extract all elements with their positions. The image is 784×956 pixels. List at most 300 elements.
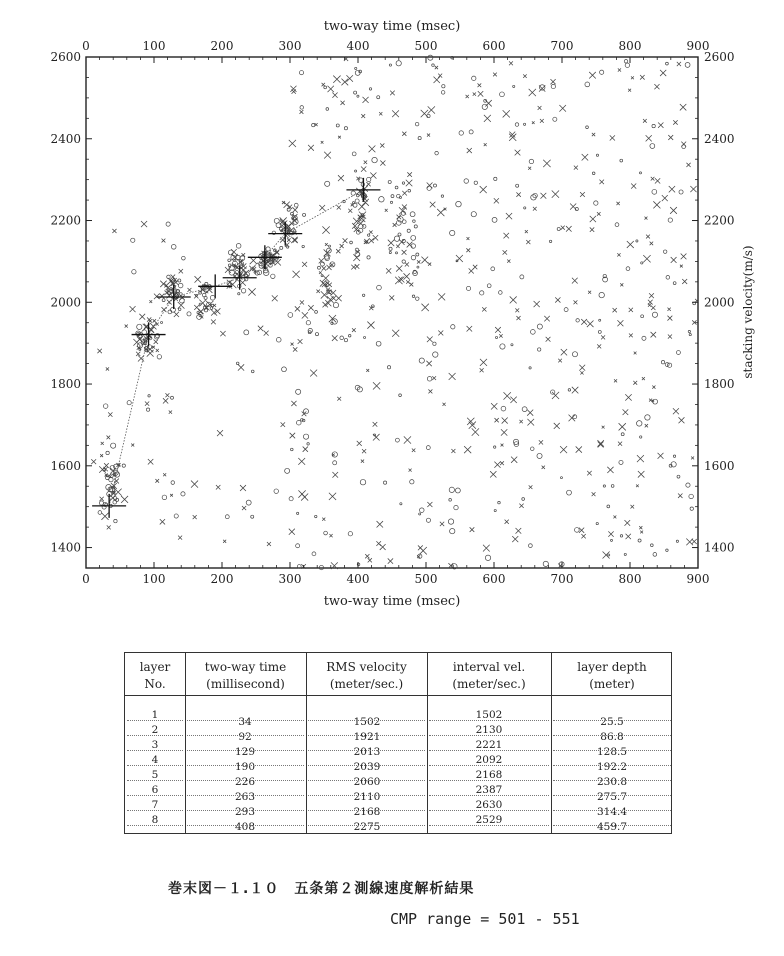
semblance-mark-o xyxy=(294,203,298,207)
interval-value: 2168 xyxy=(475,769,503,781)
semblance-mark-o xyxy=(324,531,328,535)
semblance-mark-o xyxy=(575,528,580,533)
y-tick-label-right: 2200 xyxy=(704,213,735,228)
semblance-mark-x xyxy=(434,77,440,83)
depth-value: 128.5 xyxy=(596,746,628,758)
semblance-mark-x xyxy=(654,84,659,89)
semblance-mark-x xyxy=(366,369,369,372)
semblance-mark-x xyxy=(292,207,297,212)
row-leader xyxy=(429,720,549,721)
semblance-mark-x xyxy=(361,166,366,171)
semblance-mark-x xyxy=(438,330,443,335)
row-leader xyxy=(187,825,304,826)
semblance-mark-x xyxy=(369,230,372,233)
semblance-mark-o xyxy=(498,501,501,504)
semblance-mark-o xyxy=(271,274,275,278)
semblance-mark-o xyxy=(455,488,460,493)
row-leader xyxy=(187,750,304,751)
semblance-mark-x xyxy=(480,186,487,193)
semblance-mark-o xyxy=(464,179,469,184)
row-leader xyxy=(308,765,425,766)
semblance-mark-x xyxy=(348,209,352,213)
semblance-mark-o xyxy=(607,505,610,508)
semblance-mark-x xyxy=(437,209,444,216)
semblance-mark-x xyxy=(160,281,166,287)
semblance-mark-x xyxy=(343,238,348,243)
semblance-mark-x xyxy=(554,423,560,429)
semblance-mark-o xyxy=(673,455,675,457)
semblance-mark-o xyxy=(500,92,505,97)
semblance-mark-x xyxy=(101,442,104,445)
semblance-mark-x xyxy=(386,268,391,273)
semblance-mark-o xyxy=(297,512,299,514)
header-depth: layer depth (meter) xyxy=(577,660,647,691)
semblance-mark-o xyxy=(202,293,206,297)
semblance-mark-x xyxy=(472,428,479,435)
semblance-mark-o xyxy=(586,126,589,129)
semblance-mark-o xyxy=(530,447,534,451)
semblance-mark-x xyxy=(552,190,559,197)
semblance-mark-x xyxy=(340,101,344,105)
semblance-mark-o xyxy=(596,522,598,524)
rms-value: 2039 xyxy=(353,761,381,773)
semblance-mark-x xyxy=(145,402,149,406)
semblance-mark-o xyxy=(303,213,306,216)
semblance-mark-x xyxy=(178,536,182,540)
semblance-mark-x xyxy=(308,145,314,151)
semblance-mark-x xyxy=(648,303,651,306)
semblance-mark-x xyxy=(467,148,472,153)
semblance-mark-x xyxy=(619,423,626,430)
semblance-mark-x xyxy=(642,377,645,380)
semblance-mark-x xyxy=(388,240,394,246)
semblance-mark-o xyxy=(289,497,293,501)
semblance-mark-o xyxy=(178,283,183,288)
y-tick-label-left: 1600 xyxy=(50,458,81,473)
semblance-mark-o xyxy=(274,218,279,223)
semblance-mark-o xyxy=(600,70,604,74)
semblance-mark-o xyxy=(296,389,301,394)
semblance-mark-x xyxy=(426,361,431,366)
semblance-mark-x xyxy=(162,307,167,312)
semblance-mark-x xyxy=(211,320,216,325)
semblance-mark-x xyxy=(272,295,278,301)
semblance-mark-o xyxy=(328,245,330,247)
semblance-mark-o xyxy=(414,225,417,228)
semblance-mark-x xyxy=(467,237,470,240)
semblance-mark-o xyxy=(492,217,497,222)
semblance-mark-x xyxy=(506,213,512,219)
y-tick-label-left: 2400 xyxy=(50,131,81,146)
semblance-mark-o xyxy=(332,319,337,324)
semblance-mark-x xyxy=(587,320,594,327)
rms-value: 2275 xyxy=(353,821,381,833)
semblance-mark-o xyxy=(395,252,397,254)
semblance-mark-o xyxy=(686,483,690,487)
semblance-mark-x xyxy=(491,403,497,409)
time-value: 190 xyxy=(234,761,256,773)
semblance-mark-x xyxy=(495,327,501,333)
semblance-mark-o xyxy=(666,549,668,551)
semblance-mark-x xyxy=(602,426,605,429)
semblance-mark-o xyxy=(537,453,542,458)
semblance-mark-o xyxy=(416,297,420,301)
semblance-mark-o xyxy=(645,415,650,420)
semblance-mark-o xyxy=(456,201,462,207)
semblance-mark-x xyxy=(516,192,520,196)
x-tick-label-bottom: 300 xyxy=(278,572,302,586)
layer-no: 6 xyxy=(151,784,159,796)
semblance-mark-x xyxy=(341,79,348,86)
interval-value: 2221 xyxy=(475,739,503,751)
semblance-mark-x xyxy=(546,337,551,342)
row-leader xyxy=(308,720,425,721)
semblance-mark-x xyxy=(470,527,475,532)
semblance-mark-x xyxy=(393,223,397,227)
semblance-mark-x xyxy=(630,505,634,509)
semblance-mark-x xyxy=(227,280,232,285)
semblance-mark-x xyxy=(511,457,517,463)
semblance-mark-o xyxy=(312,552,316,556)
semblance-mark-x xyxy=(640,531,643,534)
semblance-mark-o xyxy=(132,270,136,274)
semblance-mark-x xyxy=(216,485,220,489)
rms-value: 2110 xyxy=(353,791,381,803)
semblance-mark-o xyxy=(498,291,502,295)
semblance-mark-o xyxy=(357,194,360,197)
semblance-mark-x xyxy=(464,446,471,453)
semblance-mark-o xyxy=(377,285,382,290)
semblance-mark-x xyxy=(662,195,668,201)
x-tick-label-bottom: 900 xyxy=(686,572,710,586)
semblance-mark-o xyxy=(399,394,402,397)
semblance-mark-x xyxy=(108,412,112,416)
semblance-mark-x xyxy=(552,392,559,399)
semblance-mark-x xyxy=(380,160,385,165)
semblance-mark-x xyxy=(599,180,604,185)
semblance-mark-x xyxy=(637,455,644,462)
row-leader xyxy=(429,795,549,796)
row-leader xyxy=(553,750,671,751)
semblance-mark-x xyxy=(649,293,654,298)
semblance-mark-x xyxy=(690,186,696,192)
semblance-mark-x xyxy=(322,226,329,233)
semblance-mark-x xyxy=(355,264,360,269)
semblance-mark-x xyxy=(527,419,534,426)
semblance-mark-o xyxy=(336,124,339,127)
semblance-mark-x xyxy=(373,235,378,240)
semblance-mark-x xyxy=(188,288,192,292)
y-tick-label-right: 1600 xyxy=(704,458,735,473)
semblance-mark-x xyxy=(390,91,395,96)
time-value: 129 xyxy=(234,746,256,758)
semblance-mark-x xyxy=(156,349,159,352)
semblance-mark-x xyxy=(572,387,579,394)
semblance-mark-o xyxy=(320,262,324,266)
semblance-mark-o xyxy=(417,266,419,268)
semblance-mark-x xyxy=(528,167,531,170)
semblance-mark-x xyxy=(581,534,585,538)
semblance-mark-x xyxy=(480,368,484,372)
semblance-mark-x xyxy=(291,237,297,243)
interval-value: 1502 xyxy=(475,709,503,721)
semblance-mark-x xyxy=(267,542,271,546)
semblance-mark-x xyxy=(590,227,594,231)
semblance-mark-x xyxy=(149,300,152,303)
semblance-mark-x xyxy=(634,352,637,355)
semblance-mark-x xyxy=(482,307,486,311)
semblance-mark-o xyxy=(668,218,672,222)
semblance-mark-x xyxy=(121,496,128,503)
semblance-mark-o xyxy=(663,250,666,253)
semblance-mark-x xyxy=(396,245,399,248)
semblance-mark-x xyxy=(519,504,523,508)
semblance-mark-x xyxy=(440,522,444,526)
semblance-mark-x xyxy=(370,172,376,178)
semblance-mark-o xyxy=(419,358,424,363)
semblance-mark-x xyxy=(194,305,199,310)
depth-value: 230.8 xyxy=(596,776,628,788)
rms-value: 2168 xyxy=(353,806,381,818)
semblance-mark-x xyxy=(686,163,690,167)
semblance-mark-o xyxy=(383,481,386,484)
semblance-mark-x xyxy=(289,529,295,535)
semblance-mark-x xyxy=(195,276,201,282)
semblance-mark-o xyxy=(621,433,624,436)
semblance-mark-o xyxy=(472,76,476,80)
semblance-mark-o xyxy=(391,195,394,198)
semblance-mark-o xyxy=(307,443,309,445)
semblance-mark-x xyxy=(597,440,604,447)
row-leader xyxy=(429,780,549,781)
semblance-mark-o xyxy=(677,475,680,478)
row-leader xyxy=(429,825,549,826)
semblance-mark-o xyxy=(620,535,622,537)
semblance-mark-x xyxy=(427,502,432,507)
semblance-mark-x xyxy=(336,249,340,253)
x-tick-label-top: 300 xyxy=(278,39,302,53)
semblance-mark-x xyxy=(223,540,226,543)
semblance-mark-x xyxy=(505,520,509,524)
semblance-mark-x xyxy=(364,161,367,164)
semblance-mark-x xyxy=(100,497,104,501)
semblance-mark-x xyxy=(601,335,605,339)
semblance-mark-x xyxy=(427,182,433,188)
semblance-mark-x xyxy=(174,312,179,317)
semblance-mark-x xyxy=(206,291,209,294)
semblance-mark-x xyxy=(592,133,595,136)
semblance-mark-x xyxy=(494,462,500,468)
semblance-mark-x xyxy=(169,410,172,413)
semblance-mark-x xyxy=(626,534,631,539)
semblance-mark-o xyxy=(411,244,416,249)
semblance-mark-x xyxy=(668,135,673,140)
semblance-mark-o xyxy=(501,406,506,411)
semblance-mark-o xyxy=(557,227,560,230)
semblance-mark-o xyxy=(564,308,568,312)
semblance-mark-o xyxy=(294,230,296,232)
layer-no: 4 xyxy=(151,754,159,766)
semblance-mark-x xyxy=(405,262,409,266)
semblance-mark-o xyxy=(426,518,430,522)
semblance-mark-o xyxy=(610,539,612,541)
semblance-mark-o xyxy=(426,446,430,450)
semblance-mark-o xyxy=(182,256,186,260)
rms-value: 1921 xyxy=(353,731,381,743)
semblance-mark-o xyxy=(344,127,347,130)
semblance-mark-o xyxy=(625,63,629,67)
semblance-mark-x xyxy=(655,178,660,183)
semblance-mark-x xyxy=(220,331,225,336)
semblance-mark-x xyxy=(361,460,364,463)
semblance-mark-o xyxy=(432,64,435,67)
x-tick-label-top: 400 xyxy=(346,39,370,53)
time-value: 92 xyxy=(238,731,252,743)
semblance-mark-x xyxy=(332,472,338,478)
semblance-mark-x xyxy=(639,526,642,529)
semblance-mark-x xyxy=(515,308,519,312)
semblance-mark-o xyxy=(246,500,251,505)
row-leader xyxy=(187,810,304,811)
y-axis-title-right: stacking velocity(m/s) xyxy=(741,245,755,379)
semblance-mark-x xyxy=(112,229,116,233)
semblance-mark-o xyxy=(299,71,303,75)
semblance-mark-x xyxy=(322,266,326,270)
semblance-mark-o xyxy=(210,295,215,300)
semblance-mark-x xyxy=(483,545,490,552)
x-tick-label-top: 100 xyxy=(142,39,166,53)
semblance-mark-x xyxy=(658,122,663,127)
semblance-mark-x xyxy=(367,322,374,329)
semblance-mark-x xyxy=(298,458,305,465)
semblance-mark-o xyxy=(315,310,318,313)
semblance-mark-o xyxy=(411,255,416,260)
row-leader xyxy=(187,720,304,721)
cmp-range: CMP range = 501 - 551 xyxy=(390,910,580,928)
layer-no: 2 xyxy=(151,724,159,736)
semblance-mark-x xyxy=(590,216,596,222)
semblance-mark-x xyxy=(627,241,634,248)
semblance-mark-o xyxy=(666,276,670,280)
x-tick-label-bottom: 600 xyxy=(482,572,506,586)
semblance-mark-o xyxy=(300,106,304,110)
semblance-mark-x xyxy=(248,288,255,295)
semblance-mark-x xyxy=(555,297,560,302)
x-tick-label-top: 0 xyxy=(82,39,90,53)
semblance-mark-x xyxy=(653,201,660,208)
semblance-mark-x xyxy=(587,471,591,475)
interval-value: 2130 xyxy=(475,724,503,736)
semblance-mark-x xyxy=(101,513,108,520)
x-tick-label-top: 700 xyxy=(550,39,574,53)
layer-no: 7 xyxy=(151,799,159,811)
semblance-mark-x xyxy=(358,203,365,210)
semblance-mark-o xyxy=(114,519,117,522)
semblance-mark-o xyxy=(387,366,390,369)
semblance-mark-o xyxy=(419,508,424,513)
x-tick-label-top: 200 xyxy=(210,39,234,53)
semblance-mark-x xyxy=(638,471,645,478)
semblance-mark-x xyxy=(616,202,619,205)
row-leader xyxy=(553,810,671,811)
semblance-mark-o xyxy=(137,324,142,329)
semblance-mark-x xyxy=(592,492,596,496)
semblance-mark-x xyxy=(651,332,656,337)
semblance-mark-o xyxy=(454,505,458,509)
semblance-mark-x xyxy=(231,249,237,255)
semblance-mark-x xyxy=(533,207,537,211)
semblance-mark-o xyxy=(652,124,655,127)
semblance-mark-x xyxy=(147,350,154,357)
semblance-mark-o xyxy=(174,514,178,518)
semblance-mark-x xyxy=(516,528,522,534)
row-leader xyxy=(127,720,183,721)
semblance-mark-o xyxy=(170,307,175,312)
semblance-mark-o xyxy=(487,284,491,288)
semblance-mark-o xyxy=(639,172,641,174)
velocity-pick-cross xyxy=(157,285,191,309)
semblance-mark-x xyxy=(667,308,670,311)
semblance-mark-x xyxy=(427,134,430,137)
semblance-mark-o xyxy=(511,344,513,346)
semblance-mark-o xyxy=(142,330,147,335)
y-tick-label-right: 1400 xyxy=(704,540,735,555)
semblance-mark-x xyxy=(409,469,412,472)
semblance-mark-o xyxy=(567,490,572,495)
semblance-mark-o xyxy=(372,157,377,162)
semblance-mark-x xyxy=(542,466,545,469)
time-value: 34 xyxy=(238,716,252,728)
semblance-mark-x xyxy=(502,418,508,424)
semblance-mark-x xyxy=(651,306,655,310)
semblance-mark-x xyxy=(652,386,655,389)
semblance-mark-x xyxy=(303,447,308,452)
semblance-mark-x xyxy=(302,262,307,267)
semblance-mark-o xyxy=(303,434,308,439)
semblance-mark-x xyxy=(361,114,365,118)
semblance-mark-x xyxy=(229,281,236,288)
semblance-mark-x xyxy=(538,106,542,110)
semblance-mark-o xyxy=(661,361,664,364)
semblance-mark-o xyxy=(576,319,579,322)
semblance-mark-x xyxy=(107,525,111,529)
semblance-mark-o xyxy=(333,461,337,465)
x-tick-label-bottom: 200 xyxy=(210,572,234,586)
semblance-mark-x xyxy=(193,515,197,519)
semblance-mark-o xyxy=(326,108,329,111)
semblance-mark-x xyxy=(668,334,672,338)
semblance-mark-o xyxy=(402,182,404,184)
row-leader xyxy=(308,750,425,751)
semblance-mark-o xyxy=(638,539,641,542)
semblance-mark-x xyxy=(673,408,679,414)
semblance-mark-o xyxy=(596,154,598,156)
semblance-mark-o xyxy=(407,229,410,232)
semblance-mark-x xyxy=(162,239,166,243)
semblance-mark-x xyxy=(377,521,383,527)
semblance-mark-x xyxy=(338,175,344,181)
semblance-mark-x xyxy=(574,166,578,170)
semblance-mark-x xyxy=(409,283,413,287)
semblance-mark-x xyxy=(369,145,376,152)
semblance-mark-x xyxy=(681,142,686,147)
semblance-mark-o xyxy=(611,485,614,488)
semblance-mark-o xyxy=(448,519,453,524)
semblance-mark-x xyxy=(322,83,325,86)
semblance-mark-x xyxy=(373,434,380,441)
semblance-mark-x xyxy=(332,93,337,98)
semblance-mark-o xyxy=(553,117,557,121)
